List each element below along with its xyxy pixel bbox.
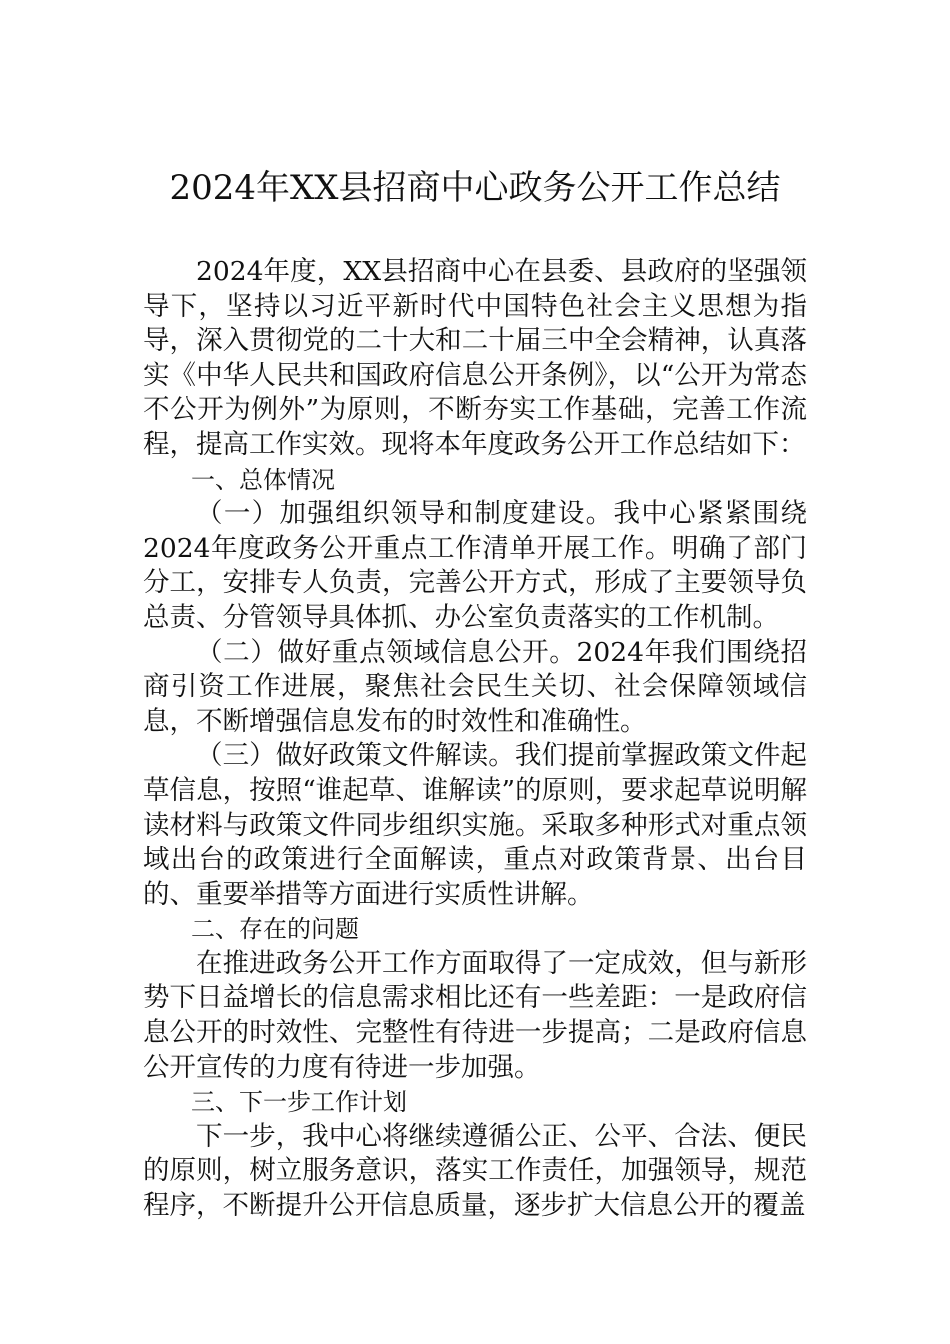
section-heading-problems: 二、存在的问题 (191, 915, 359, 944)
problems-paragraph: 在推进政务公开工作方面取得了一定成效，但与新形势下日益增长的信息需求相比还有一些差距：一是政府信息公开的时效性、完整性有待进一步提高；二是政府信息公开宣传的力度有待进一步加强。 (143, 947, 807, 1083)
overview-paragraph-2: （二）做好重点领域信息公开。2024年我们围绕招商引资工作进展，聚焦社会民生关切、社会保障领域信息，不断增强信息发布的时效性和准确性。 (143, 636, 807, 737)
next-plan-paragraph: 下一步，我中心将继续遵循公正、公平、合法、便民的原则，树立服务意识，落实工作责任，加强领导，规范程序，不断提升公开信息质量，逐步扩大信息公开的覆盖 (143, 1120, 807, 1222)
document-body (143, 255, 807, 1224)
intro-paragraph: 2024年度，XX县招商中心在县委、县政府的坚强领导下，坚持以习近平新时代中国特色社会主义思想为指导，深入贯彻党的二十大和二十届三中全会精神，认真落实《中华人民共和国政府信息公开条例》，以“公开为常态不公开为例外”为原则，不断夯实工作基础，完善工作流程，提高工作实效。现将本年度政务公开工作总结如下： (143, 256, 807, 460)
document-title: 2024年XX县招商中心政务公开工作总结 (169, 168, 781, 208)
overview-paragraph-3: （三）做好政策文件解读。我们提前掌握政策文件起草信息，按照“谁起草、谁解读”的原则，要求起草说明解读材料与政策文件同步组织实施。采取多种形式对重点领域出台的政策进行全面解读，重点对政策背景、出台目的、重要举措等方面进行实质性讲解。 (143, 740, 807, 910)
section-heading-overview: 一、总体情况 (191, 465, 335, 494)
section-heading-next-plan: 三、下一步工作计划 (191, 1088, 407, 1117)
overview-paragraph-1: （一）加强组织领导和制度建设。我中心紧紧围绕2024年度政务公开重点工作清单开展工作。明确了部门分工，安排专人负责，完善公开方式，形成了主要领导负总责、分管领导具体抓、办公室负责落实的工作机制。 (143, 498, 807, 633)
